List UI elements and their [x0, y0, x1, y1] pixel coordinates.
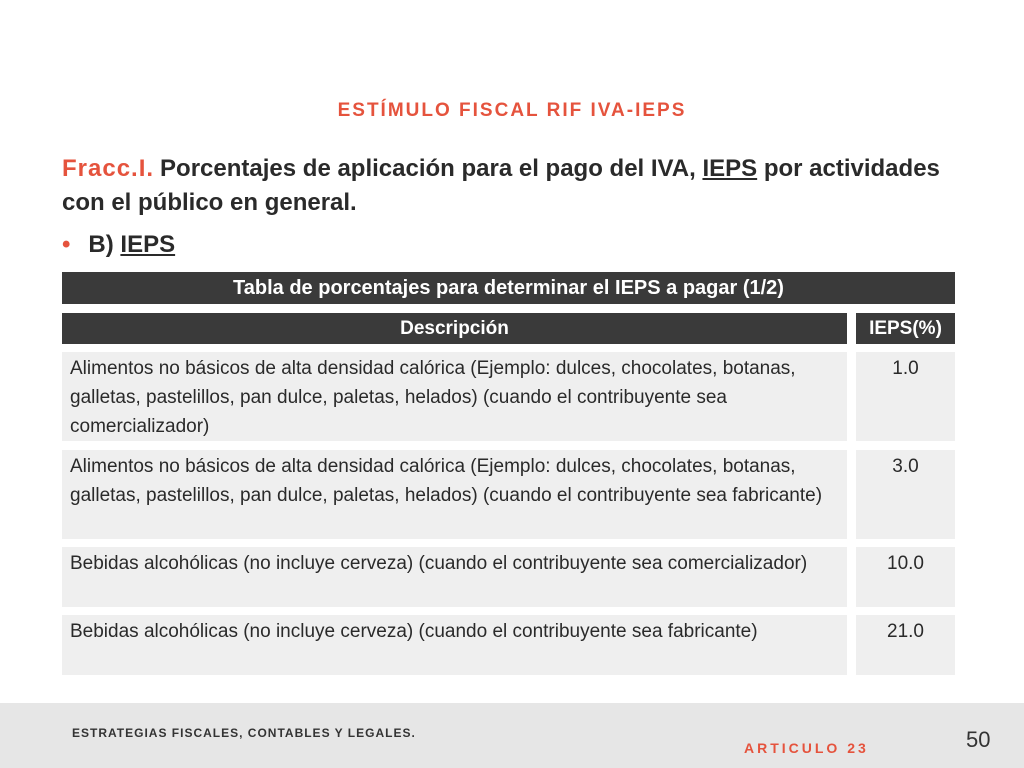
- table-row-1-ieps: 1.0: [856, 352, 955, 441]
- column-header-description: Descripción: [62, 313, 847, 344]
- table-row-4-description: Bebidas alcohólicas (no incluye cerveza) (cuando el contribuyente sea fabricante): [62, 615, 847, 675]
- table-title: Tabla de porcentajes para determinar el IEPS a pagar (1/2): [62, 272, 955, 304]
- column-header-ieps: IEPS(%): [856, 313, 955, 344]
- table-row-4-ieps: 21.0: [856, 615, 955, 675]
- intro-paragraph: [62, 152, 982, 220]
- intro-text-after: por actividades con el público en general.: [62, 155, 940, 216]
- table-row-3-description: Bebidas alcohólicas (no incluye cerveza) (cuando el contribuyente sea comercializador): [62, 547, 847, 607]
- bullet-ieps-underlined: IEPS: [120, 231, 176, 258]
- bullet-item-ieps: [62, 228, 175, 262]
- page-number: 50: [966, 727, 991, 752]
- bullet-marker: •: [62, 231, 71, 258]
- slide-title: ESTÍMULO FISCAL RIF IVA-IEPS: [337, 100, 687, 121]
- intro-ieps-underlined: IEPS: [702, 155, 758, 182]
- intro-text-before: Porcentajes de aplicación para el pago del IVA,: [160, 155, 703, 182]
- table-row-3-ieps: 10.0: [856, 547, 955, 607]
- table-row-1-description: Alimentos no básicos de alta densidad calórica (Ejemplo: dulces, chocolates, botanas, galletas, pastelillos, pan dulce, paletas, helados) (cuando el contribuyente sea comercializador): [62, 352, 847, 441]
- footer-company-name: ESTRATEGIAS FISCALES, CONTABLES Y LEGALES.: [72, 726, 416, 740]
- bullet-prefix: B): [88, 231, 121, 258]
- fracc-label: Fracc.I.: [62, 155, 155, 182]
- table-row-2-ieps: 3.0: [856, 450, 955, 539]
- table-row-2-description: Alimentos no básicos de alta densidad calórica (Ejemplo: dulces, chocolates, botanas, galletas, pastelillos, pan dulce, paletas, helados) (cuando el contribuyente sea fabricante): [62, 450, 847, 539]
- footer-article-label: ARTICULO 23: [744, 740, 869, 756]
